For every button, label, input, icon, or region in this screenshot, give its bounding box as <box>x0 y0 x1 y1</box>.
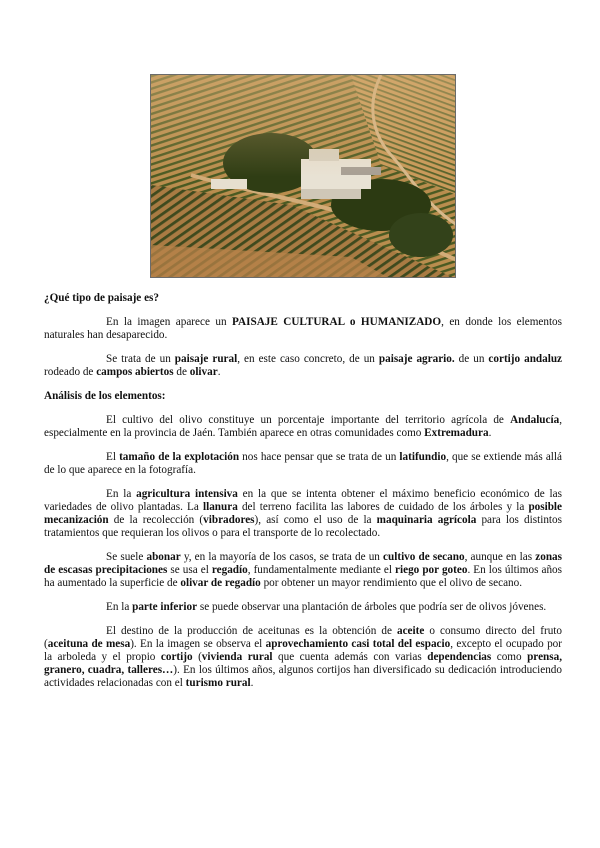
paragraph-3 <box>44 414 562 440</box>
text-run: ). En la imagen se observa el <box>130 638 266 650</box>
text-run: que cuenta además con varias <box>272 651 428 663</box>
text-run: , aunque en las <box>464 551 536 563</box>
text-run: Se suele <box>106 551 147 563</box>
text-run: , especialmente en la provincia de Jaén. También aparece en otras comunidades como <box>44 414 562 439</box>
text-run: ). En los últimos años, algunos cortijos han diversificado su dedicación introduciendo actividades relacionadas con el <box>44 664 562 689</box>
bold-run: aceite <box>396 625 425 637</box>
bold-run: latifundio <box>399 451 447 463</box>
paragraph-7 <box>44 601 562 614</box>
text-run: . <box>217 366 221 378</box>
bold-run: riego por goteo <box>395 564 468 576</box>
text-run: para los distintos tratamientos que requieran los olivos o para el transporte de lo recolectado. <box>44 514 562 539</box>
bold-run: cultivo de secano <box>383 551 465 563</box>
text-run: , que se extiende más allá de lo que aparece en la fotografía. <box>44 451 562 476</box>
text-run: como <box>491 651 528 663</box>
bold-run: Andalucía <box>510 414 560 426</box>
text-run: del terreno facilita las labores de cuidado de los árboles y la <box>237 501 529 513</box>
text-run: . En los últimos años ha aumentado la superficie de <box>44 564 562 589</box>
question-heading: ¿Qué tipo de paisaje es? <box>44 292 159 304</box>
bold-run: cortijo andaluz <box>488 353 563 365</box>
bold-run: PAISAJE CULTURAL o HUMANIZADO <box>232 316 442 328</box>
text-run: En la imagen aparece un <box>106 316 233 328</box>
bold-run: vibradores <box>203 514 255 526</box>
text-run: El destino de la producción de aceitunas es la obtención de <box>106 625 397 637</box>
text-run: de un <box>454 353 489 365</box>
paragraph-5 <box>44 488 562 540</box>
paragraph-4 <box>44 451 562 477</box>
olive-farm-aerial-photo <box>151 75 456 278</box>
text-run: o consumo directo del fruto ( <box>44 625 563 650</box>
bold-run: turismo rural <box>185 677 251 689</box>
text-run: de <box>173 366 190 378</box>
bold-run: Extremadura <box>424 427 489 439</box>
bold-run: olivar de regadío <box>180 577 261 589</box>
text-run: El <box>106 451 120 463</box>
bold-run: prensa, granero, cuadra, talleres… <box>44 651 562 676</box>
bold-run: abonar <box>146 551 181 563</box>
text-run: en la que se intenta obtener el máximo beneficio económico de las variedades de olivo plantadas. La <box>44 488 562 513</box>
text-run: ), así como el uso de la <box>254 514 377 526</box>
bold-run: posible mecanización <box>44 501 563 526</box>
text-run: Se trata de un <box>106 353 175 365</box>
bold-run: maquinaria agrícola <box>376 514 477 526</box>
bold-run: cortijo <box>160 651 193 663</box>
text-run: y, en la mayoría de los casos, se trata de un <box>180 551 384 563</box>
text-run: , fundamentalmente mediante el <box>247 564 396 576</box>
text-run: En la <box>106 488 137 500</box>
text-run: de la recolección ( <box>108 514 204 526</box>
bold-run: agricultura intensiva <box>136 488 238 500</box>
document-body <box>44 292 562 701</box>
paragraph-2 <box>44 353 562 379</box>
analysis-heading: Análisis de los elementos: <box>44 390 166 402</box>
bold-run: llanura <box>202 501 238 513</box>
olive-farm-photo <box>150 74 456 278</box>
bold-run: tamaño de la explotación <box>119 451 240 463</box>
text-run: nos hace pensar que se trata de un <box>239 451 400 463</box>
text-run: , en donde los elementos naturales han desaparecido. <box>44 316 563 341</box>
bold-run: aprovechamiento casi total del espacio <box>265 638 451 650</box>
text-run: , en este caso concreto, de un <box>237 353 379 365</box>
text-run: , excepto el ocupado por la arboleda y el propio <box>44 638 562 663</box>
bold-run: zonas de escasas precipitaciones <box>44 551 562 576</box>
bold-run: regadío <box>211 564 248 576</box>
paragraph-6 <box>44 551 562 590</box>
text-run: por obtener un mayor rendimiento que el olivo de secano. <box>260 577 523 589</box>
bold-run: vivienda rural <box>201 651 273 663</box>
bold-run: paisaje rural <box>174 353 238 365</box>
bold-run: parte inferior <box>132 601 198 613</box>
bold-run: olivar <box>189 366 218 378</box>
text-run: se usa el <box>167 564 212 576</box>
paragraph-8 <box>44 625 562 690</box>
text-run: ( <box>192 651 202 663</box>
bold-run: campos abiertos <box>96 366 174 378</box>
paragraph-1 <box>44 316 562 342</box>
bold-run: aceituna de mesa <box>47 638 131 650</box>
text-run: se puede observar una plantación de árboles que podría ser de olivos jóvenes. <box>197 601 547 613</box>
text-run: rodeado de <box>44 366 97 378</box>
text-run: . <box>488 427 492 439</box>
text-run: . <box>250 677 254 689</box>
text-run: En la <box>106 601 133 613</box>
bold-run: dependencias <box>427 651 492 663</box>
text-run: El cultivo del olivo constituye un porcentaje importante del territorio agrícola de <box>106 414 511 426</box>
bold-run: paisaje agrario. <box>378 353 455 365</box>
